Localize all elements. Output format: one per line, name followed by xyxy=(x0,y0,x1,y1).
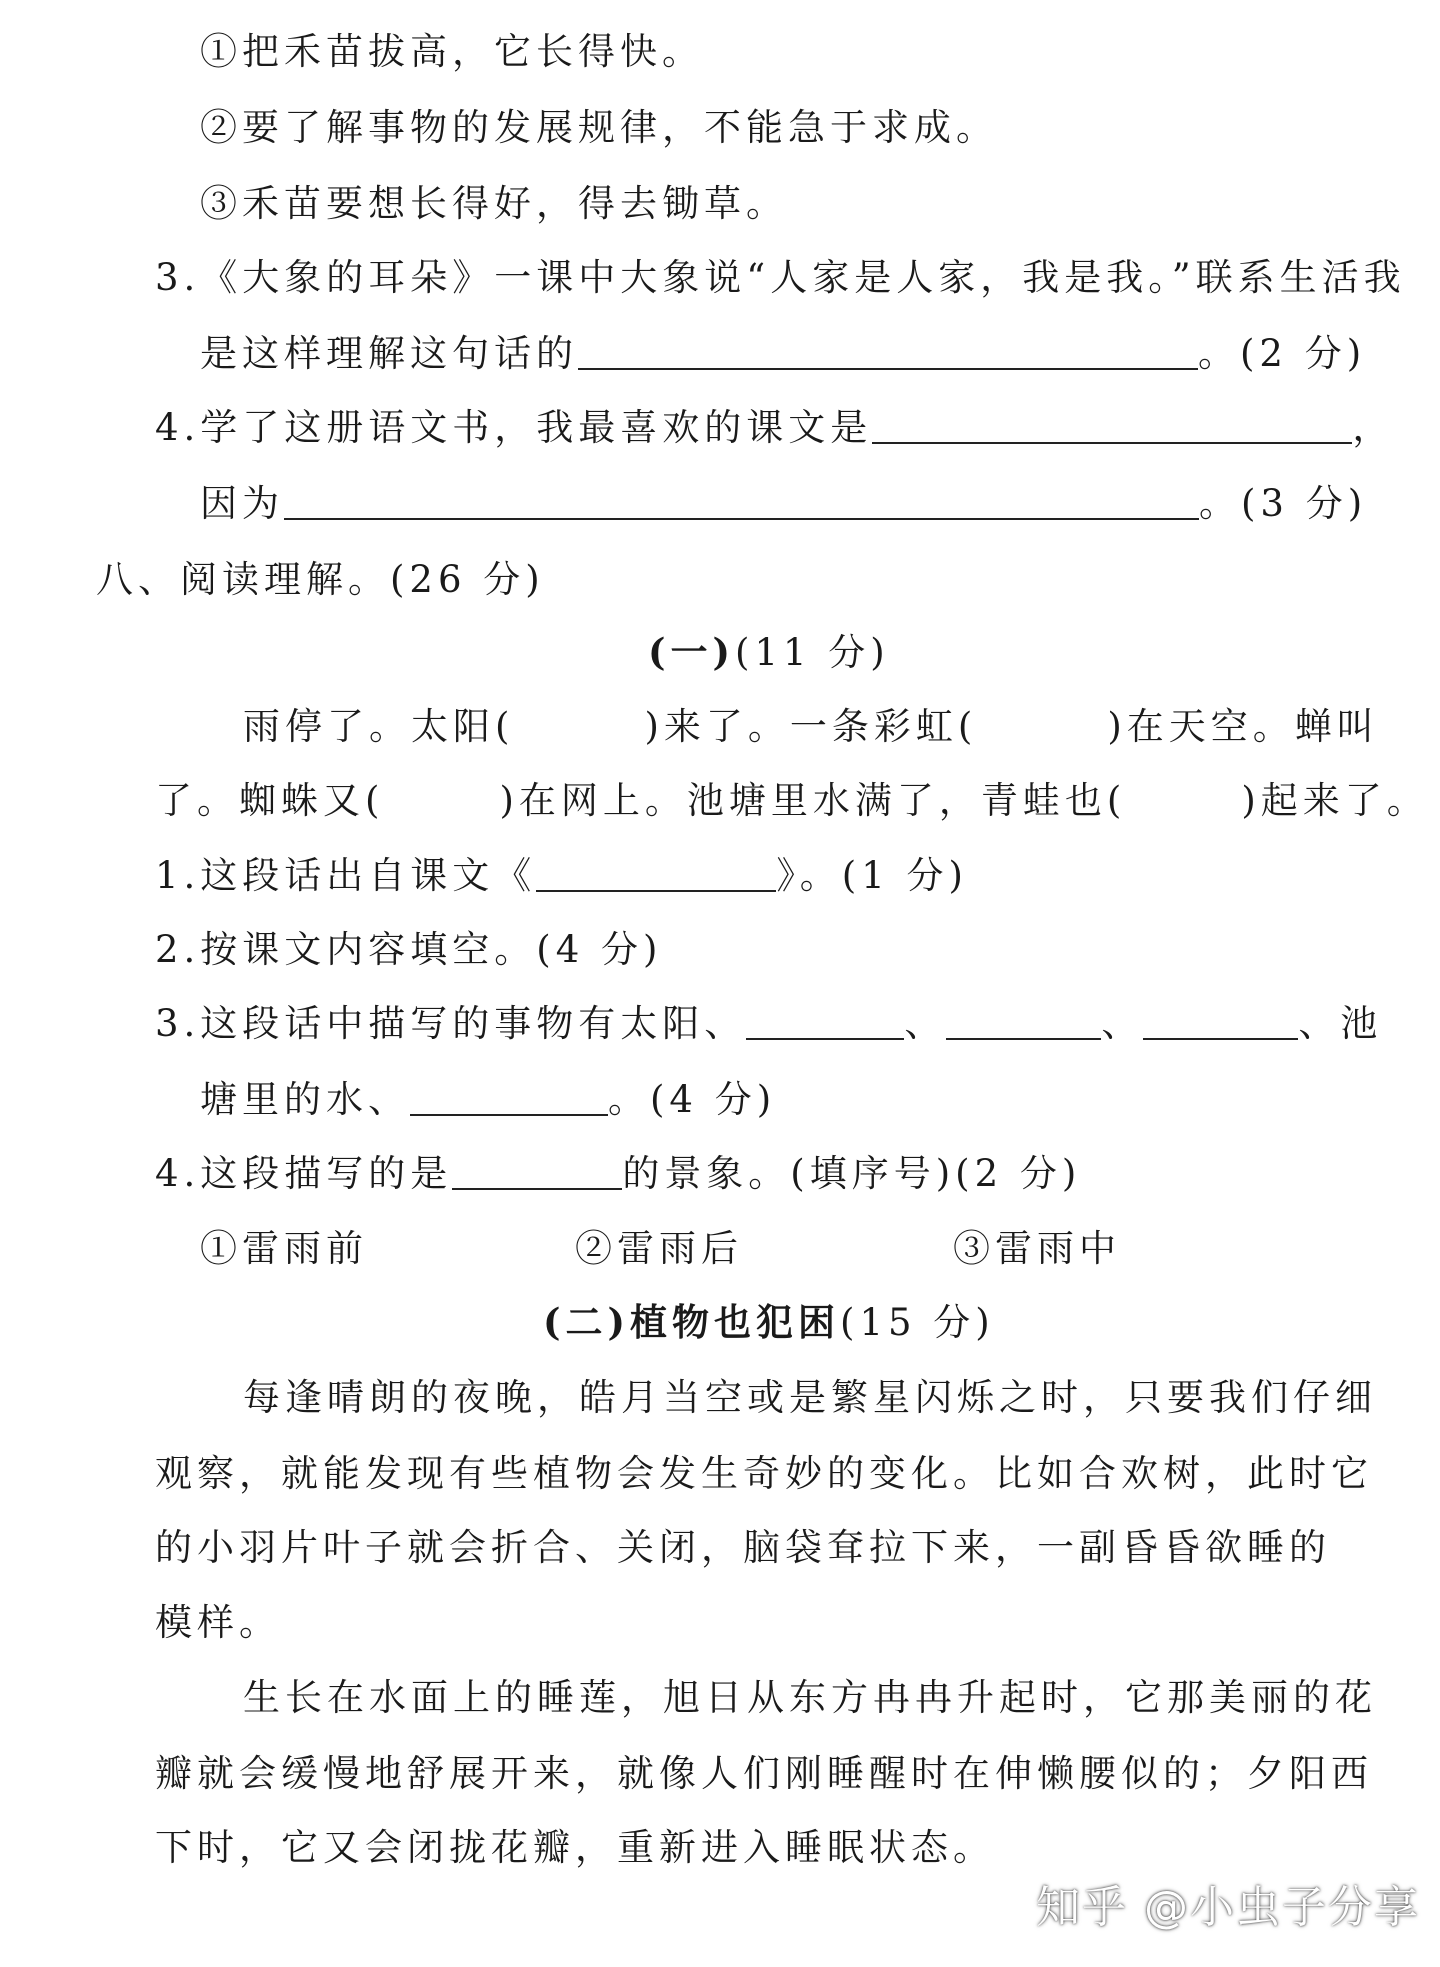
separator: 、 xyxy=(904,1002,947,1045)
q2-option-1: ①把禾苗拔高，它长得快。 xyxy=(200,30,704,73)
part1-q3-score: 。(4 分) xyxy=(608,1078,777,1121)
part1-heading: (一) xyxy=(648,630,736,674)
part1-q1-blank[interactable] xyxy=(536,852,776,892)
para2-line3: 下时，它又会闭拢花瓣，重新进入睡眠状态。 xyxy=(155,1826,995,1869)
part1-q1 xyxy=(155,852,968,900)
part1-q3-blank-4[interactable] xyxy=(410,1076,608,1116)
q4-line1 xyxy=(155,404,1394,452)
part1-passage-line1 xyxy=(243,703,1379,751)
part1-q3-line1 xyxy=(155,1000,1382,1048)
para1-line1: 每逢晴朗的夜晚，皓月当空或是繁星闪烁之时，只要我们仔细 xyxy=(243,1376,1377,1419)
section8-title: 八、阅读理解。(26 分) xyxy=(96,558,545,601)
para1-line2: 观察，就能发现有些植物会发生奇妙的变化。比如合欢树，此时它 xyxy=(155,1452,1373,1495)
part1-q4-text: 4.这段描写的是 xyxy=(155,1152,453,1195)
q4-score: 。(3 分) xyxy=(1199,482,1368,525)
passage-text: )在网上。池塘里水满了，青蛙也( xyxy=(499,779,1127,822)
part1-q4 xyxy=(155,1150,1081,1198)
watermark: 知乎 @小虫子分享 xyxy=(1036,1882,1420,1933)
q3-line1: 3.《大象的耳朵》一课中大象说“人家是人家，我是我。”联系生活我 xyxy=(155,256,1406,299)
q4-line2 xyxy=(200,480,1367,528)
q4-comma: ， xyxy=(1352,406,1395,449)
part1-score: (11 分) xyxy=(735,631,890,674)
part1-q3-text: 3.这段话中描写的事物有太阳、 xyxy=(155,1002,747,1045)
part2-heading-row xyxy=(543,1298,995,1347)
q3-answer-blank[interactable] xyxy=(578,330,1198,370)
passage-text: 了。蜘蛛又( xyxy=(155,779,385,822)
q3-score: 。(2 分) xyxy=(1198,332,1367,375)
passage-text: 雨停了。太阳( xyxy=(243,705,515,748)
separator: 、 xyxy=(1101,1002,1144,1045)
q2-option-2: ②要了解事物的发展规律，不能急于求成。 xyxy=(200,106,998,149)
part2-heading: (二)植物也犯困 xyxy=(543,1300,841,1344)
part1-q1-text: 1.这段话出自课文《 xyxy=(155,854,537,897)
q3-line2 xyxy=(200,330,1366,378)
passage-text: )在天空。蝉叫 xyxy=(1107,705,1379,748)
para1-line4: 模样。 xyxy=(155,1601,281,1644)
para2-line1: 生长在水面上的睡莲，旭日从东方冉冉升起时，它那美丽的花 xyxy=(243,1676,1377,1719)
q4-favorite-blank[interactable] xyxy=(872,404,1352,444)
part1-q3-text: 塘里的水、 xyxy=(200,1078,410,1121)
part1-passage-line2 xyxy=(155,777,1429,825)
part1-heading-row xyxy=(648,628,890,677)
part1-q3-line2 xyxy=(200,1076,776,1124)
part1-q4-option-3: ③雷雨中 xyxy=(953,1227,1121,1270)
q2-option-3: ③禾苗要想长得好，得去锄草。 xyxy=(200,182,788,225)
q4-line1-text: 4.学了这册语文书，我最喜欢的课文是 xyxy=(155,406,873,449)
part1-q3-blank-3[interactable] xyxy=(1143,1000,1298,1040)
q4-reason-blank[interactable] xyxy=(284,480,1199,520)
part1-q4-blank[interactable] xyxy=(452,1150,622,1190)
passage-text: )起来了。 xyxy=(1241,779,1429,822)
part1-q3-blank-2[interactable] xyxy=(946,1000,1101,1040)
part2-score: (15 分) xyxy=(840,1301,995,1344)
part1-q4-score: 的景象。(填序号)(2 分) xyxy=(622,1152,1082,1195)
para1-line3: 的小羽片叶子就会折合、关闭，脑袋耷拉下来，一副昏昏欲睡的 xyxy=(155,1526,1331,1569)
para2-line2: 瓣就会缓慢地舒展开来，就像人们刚睡醒时在伸懒腰似的；夕阳西 xyxy=(155,1752,1373,1795)
q4-line2-text: 因为 xyxy=(200,482,284,525)
part1-q1-score: 》。(1 分) xyxy=(776,854,968,897)
part1-q2: 2.按课文内容填空。(4 分) xyxy=(155,928,663,971)
part1-q4-option-2: ②雷雨后 xyxy=(575,1227,743,1270)
part1-q3-blank-1[interactable] xyxy=(746,1000,904,1040)
passage-text: )来了。一条彩虹( xyxy=(644,705,978,748)
q3-line2-text: 是这样理解这句话的 xyxy=(200,332,578,375)
part1-q3-text: 、池 xyxy=(1298,1002,1383,1045)
part1-q4-option-1: ①雷雨前 xyxy=(200,1227,368,1270)
